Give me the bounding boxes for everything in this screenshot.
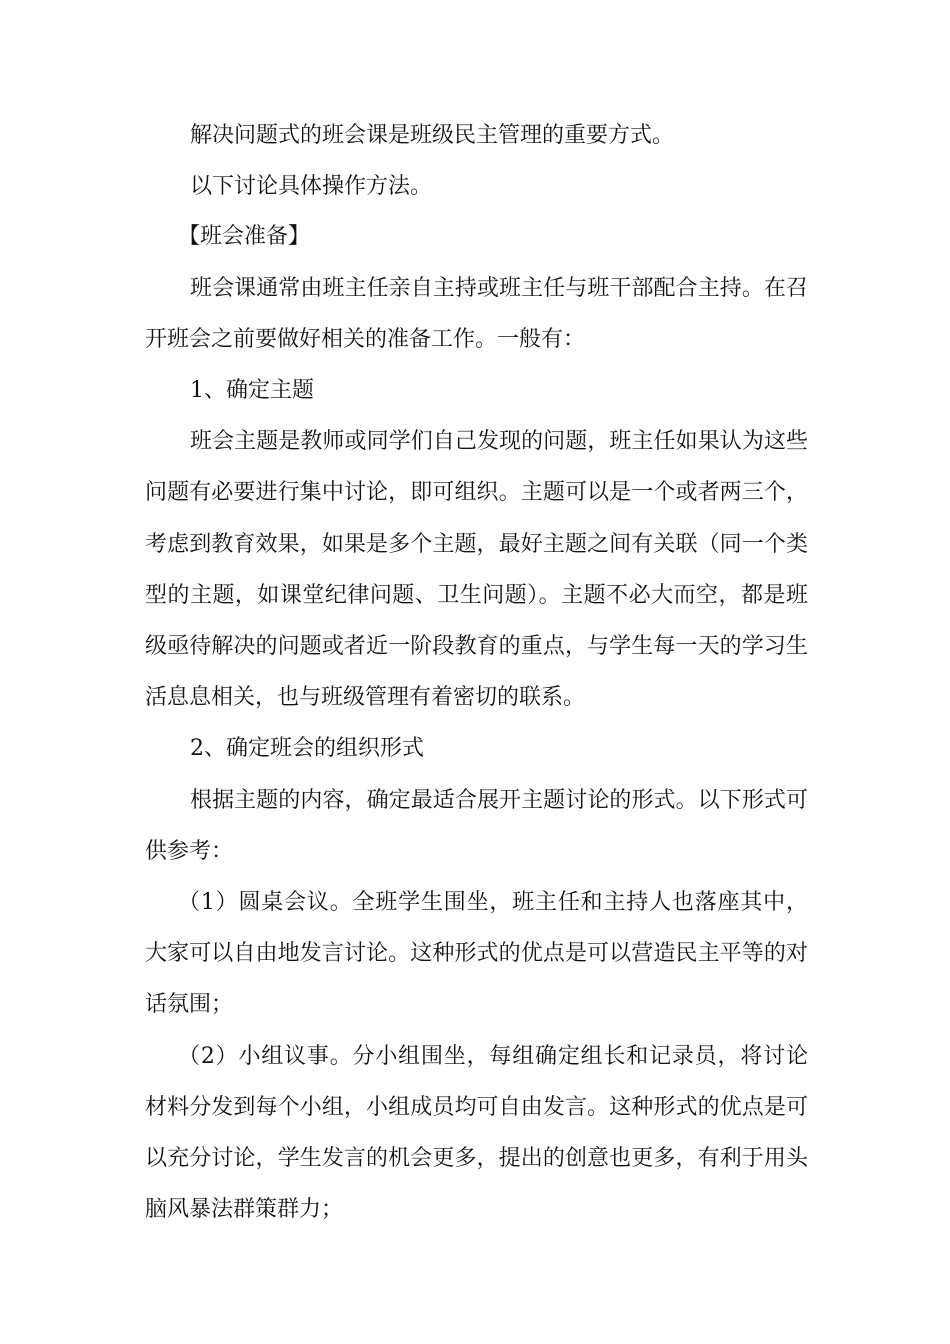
text-line: 以下讨论具体操作方法。 [190,174,433,199]
text-line: 班会主题是教师或同学们自己发现的问题，班主任如果认为这些 [190,429,808,454]
text-line: （2）小组议事。分小组围坐，每组确定组长和记录员，将讨论 [178,1044,808,1069]
text-line: 活息息相关，也与班级管理有着密切的联系。 [145,685,586,710]
text-line: 考虑到教育效果，如果是多个主题，最好主题之间有关联（同一个类 [145,532,808,557]
text-line: 供参考： [145,839,234,864]
text-line: 脑风暴法群策群力； [145,1197,344,1222]
text-line: 大家可以自由地发言讨论。这种形式的优点是可以营造民主平等的对 [145,941,808,966]
subheading: 2、确定班会的组织形式 [190,736,424,761]
text-line: （1）圆桌会议。全班学生围坐，班主任和主持人也落座其中， [178,890,808,915]
text-line: 开班会之前要做好相关的准备工作。一般有： [145,327,586,352]
section-heading: 【班会准备】 [178,224,311,249]
text-line: 班会课通常由班主任亲自主持或班主任与班干部配合主持。在召 [190,276,808,301]
text-line: 材料分发到每个小组，小组成员均可自由发言。这种形式的优点是可 [145,1095,808,1120]
subheading: 1、确定主题 [190,378,314,403]
text-line: 问题有必要进行集中讨论，即可组织。主题可以是一个或者两三个， [145,480,808,505]
text-line: 根据主题的内容，确定最适合展开主题讨论的形式。以下形式可 [190,788,808,813]
text-line: 以充分讨论，学生发言的机会更多，提出的创意也更多，有利于用头 [145,1146,808,1171]
text-line: 话氛围； [145,992,234,1017]
text-line: 级亟待解决的问题或者近一阶段教育的重点，与学生每一天的学习生 [145,634,808,659]
text-line: 型的主题，如课堂纪律问题、卫生问题）。主题不必大而空，都是班 [145,583,808,608]
text-line: 解决问题式的班会课是班级民主管理的重要方式。 [190,123,675,148]
